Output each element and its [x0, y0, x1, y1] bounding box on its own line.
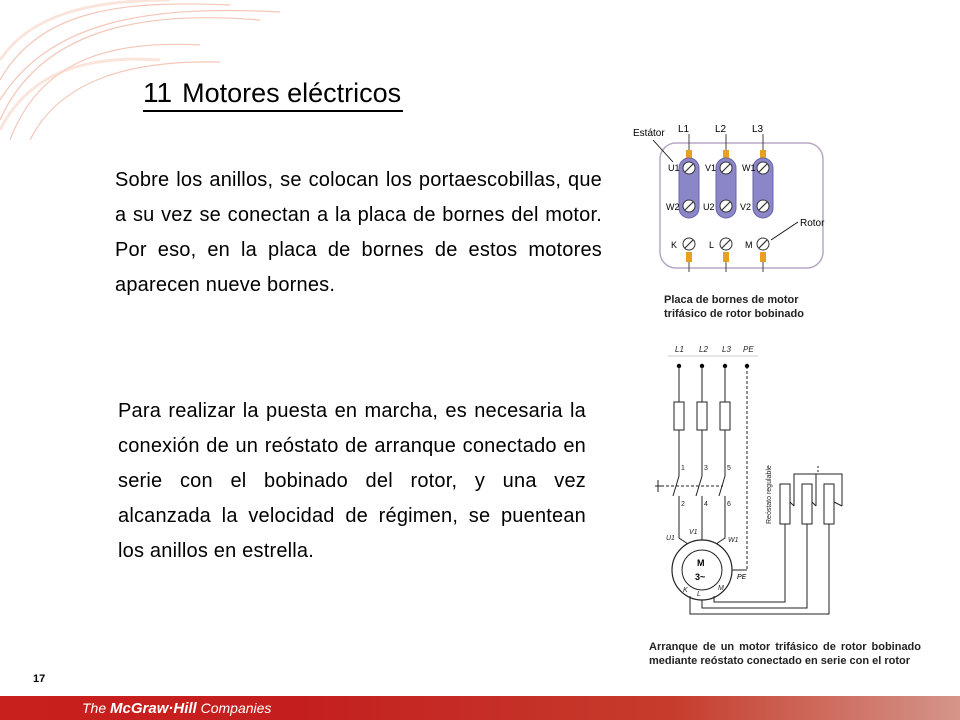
label-l3: L3 [722, 345, 731, 354]
motor-label: M [697, 558, 705, 568]
publisher-logo [82, 699, 271, 718]
label-l: L [709, 240, 715, 250]
label-u2: U2 [703, 202, 715, 212]
rotor-leader [771, 222, 798, 240]
label-rheostat: Reóstato regulable [766, 465, 773, 524]
rotor-lug-l [723, 252, 729, 262]
label-n1: 1 [681, 465, 685, 472]
label-l1: L1 [675, 345, 684, 354]
logo-the: The [82, 700, 107, 716]
switch-actuator [655, 480, 661, 492]
paragraph-puesta-en-marcha: Para realizar la puesta en marcha, es necesaria la conexión de un reóstato de arranque conectado en serie con el bobinado del rotor, y una vez alcanzada la velocidad de régimen, se puentean los anillos en estrella. [118, 400, 586, 562]
fuse-2 [697, 402, 707, 430]
rheostat-resistor-3 [824, 484, 834, 524]
rheostat-wiper-bus [794, 474, 842, 506]
label-l: L [697, 591, 701, 598]
label-w2: W2 [666, 202, 680, 212]
rheostat-resistor-1 [780, 484, 790, 524]
rheostat-wiring-diagram [633, 338, 863, 630]
label-k: K [671, 240, 678, 250]
label-n5: 5 [727, 465, 731, 472]
label-u1: U1 [666, 535, 675, 542]
label-n6: 6 [727, 501, 731, 508]
figure2-caption: Arranque de un motor trifásico de rotor bobinado mediante reóstato conectado en serie con el rotor [649, 641, 921, 667]
rotor-lug-m [760, 252, 766, 262]
label-estator: Estátor [633, 128, 665, 139]
estator-leader [653, 140, 673, 162]
fuse-3 [720, 402, 730, 430]
terminal-board-diagram [633, 120, 843, 280]
label-n3: 3 [704, 465, 708, 472]
motor-phase-label: 3~ [695, 572, 706, 582]
slide-title [143, 76, 403, 112]
label-u1: U1 [668, 163, 680, 173]
fuse-1 [674, 402, 684, 430]
label-m: M [745, 240, 753, 250]
label-n4: 4 [704, 501, 708, 508]
figure1-caption: Placa de bornes de motor trifásico de rotor bobinado [664, 294, 804, 320]
label-l3: L3 [752, 124, 764, 135]
label-v2: V2 [740, 202, 752, 212]
label-rotor: Rotor [800, 218, 825, 229]
label-w1: W1 [742, 163, 756, 173]
label-k: K [683, 587, 688, 594]
rheostat-resistor-2 [802, 484, 812, 524]
label-l2: L2 [699, 345, 708, 354]
label-v1: V1 [689, 529, 698, 536]
label-m-ring: M [718, 585, 724, 592]
decorative-swirl [0, 0, 300, 140]
slide-number: 11 [143, 77, 173, 108]
label-v1: V1 [705, 163, 717, 173]
label-n2: 2 [681, 501, 685, 508]
label-pe-motor: PE [737, 574, 747, 581]
label-l1: L1 [678, 124, 690, 135]
label-w1: W1 [728, 537, 739, 544]
rotor-lug-k [686, 252, 692, 262]
logo-companies: Companies [200, 700, 272, 716]
page-number: 17 [33, 673, 46, 685]
paragraph-portaescobillas: Sobre los anillos, se colocan los portaescobillas, que a su vez se conectan a la placa de bornes del motor. Por eso, en la placa de bornes de estos motores aparecen nueve bornes. [115, 169, 602, 296]
label-l2: L2 [715, 124, 727, 135]
logo-brand: McGraw·Hill [110, 700, 197, 717]
label-pe: PE [743, 345, 754, 354]
motor-circle-inner [682, 550, 722, 590]
slide-title-text: Motores eléctricos [182, 78, 402, 108]
